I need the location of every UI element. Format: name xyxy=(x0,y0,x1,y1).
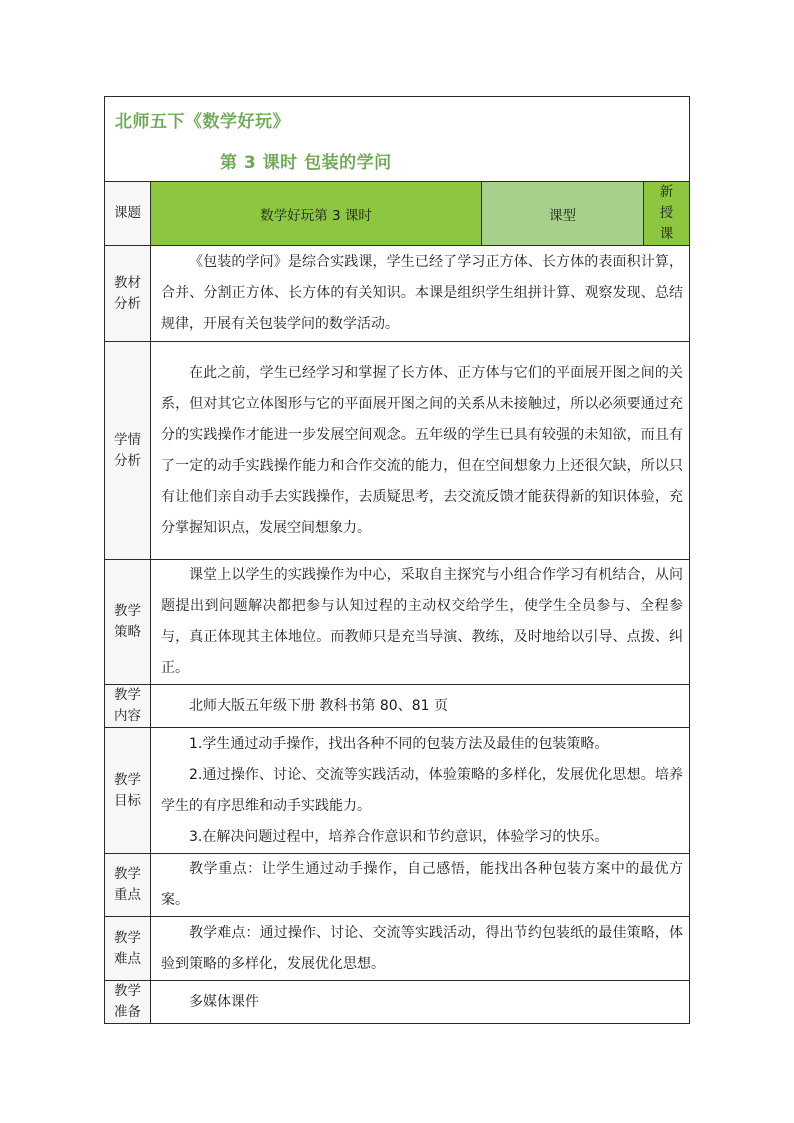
document-title: 北师五下《数学好玩》 xyxy=(115,112,290,132)
lesson-subtitle: 第 3 课时 包装的学问 xyxy=(220,153,392,173)
goal-item: 3.在解决问题过程中，培养合作意识和节约意识，体验学习的快乐。 xyxy=(189,828,609,845)
goal-item: 2.通过操作、讨论、交流等实践活动，体验策略的多样化，发展优化思想。培养学生的有序思维和动手实践能力。 xyxy=(161,766,683,814)
title-cell xyxy=(105,97,690,182)
lesson-plan xyxy=(104,96,689,1024)
row-label-key-points: 教学 重点 xyxy=(105,854,151,917)
lesson-plan-table xyxy=(104,96,690,1024)
teaching-content-text: 北师大版五年级下册 教科书第 80、81 页 xyxy=(151,685,690,728)
key-points-text: 教学重点：让学生通过动手操作，自己感悟，能找出各种包装方案中的最优方案。 xyxy=(151,854,690,917)
row-label-teaching-content: 教学 内容 xyxy=(105,685,151,728)
preparation-text: 多媒体课件 xyxy=(151,981,690,1024)
goal-item: 1.学生通过动手操作，找出各种不同的包装方法及最佳的包装策略。 xyxy=(189,735,609,752)
student-analysis-text: 在此之前，学生已经学习和掌握了长方体、正方体与它们的平面展开图之间的关系，但对其它立体图形与它的平面展开图之间的关系从未接触过，所以必须要通过充分的实践操作才能进一步发展空间观念。五年级的学生已具有较强的未知欲，而且有了一定的动手实践操作能力和合作交流的能力，但在空间想象力上还很欠缺，所以只有让他们亲自动手去实践操作，去质疑思考，去交流反馈才能获得新的知识体验，充分掌握知识点，发展空间想象力。 xyxy=(151,342,690,560)
row-label-difficulties: 教学 难点 xyxy=(105,917,151,981)
row-label-teaching-goals: 教学 目标 xyxy=(105,728,151,854)
difficulties-text: 教学难点：通过操作、讨论、交流等实践活动，得出节约包装纸的最佳策略，体验到策略的多样化，发展优化思想。 xyxy=(151,917,690,981)
row-label-student-analysis: 学情 分析 xyxy=(105,342,151,560)
teaching-strategy-text: 课堂上以学生的实践操作为中心，采取自主探究与小组合作学习有机结合，从问题提出到问题解决都把参与认知过程的主动权交给学生，使学生全员参与、全程参与，真正体现其主体地位。而教师只是充当导演、教练，及时地给以引导、点拨、纠正。 xyxy=(151,560,690,685)
row-label-teaching-strategy: 教学 策略 xyxy=(105,560,151,685)
lesson-type-value: 新 授 课 xyxy=(644,182,690,246)
row-label-material-analysis: 教材 分析 xyxy=(105,246,151,342)
teaching-goals xyxy=(151,728,690,854)
row-label-preparation: 教学 准备 xyxy=(105,981,151,1024)
lesson-type-label: 课型 xyxy=(482,182,644,246)
lesson-topic: 数学好玩第 3 课时 xyxy=(151,182,482,246)
material-analysis-text: 《包装的学问》是综合实践课，学生已经了学习正方体、长方体的表面积计算，合并、分割正方体、长方体的有关知识。本课是组织学生组拼计算、观察发现、总结规律，开展有关包装学问的数学活动。 xyxy=(151,246,690,342)
row-label-topic: 课题 xyxy=(105,182,151,246)
